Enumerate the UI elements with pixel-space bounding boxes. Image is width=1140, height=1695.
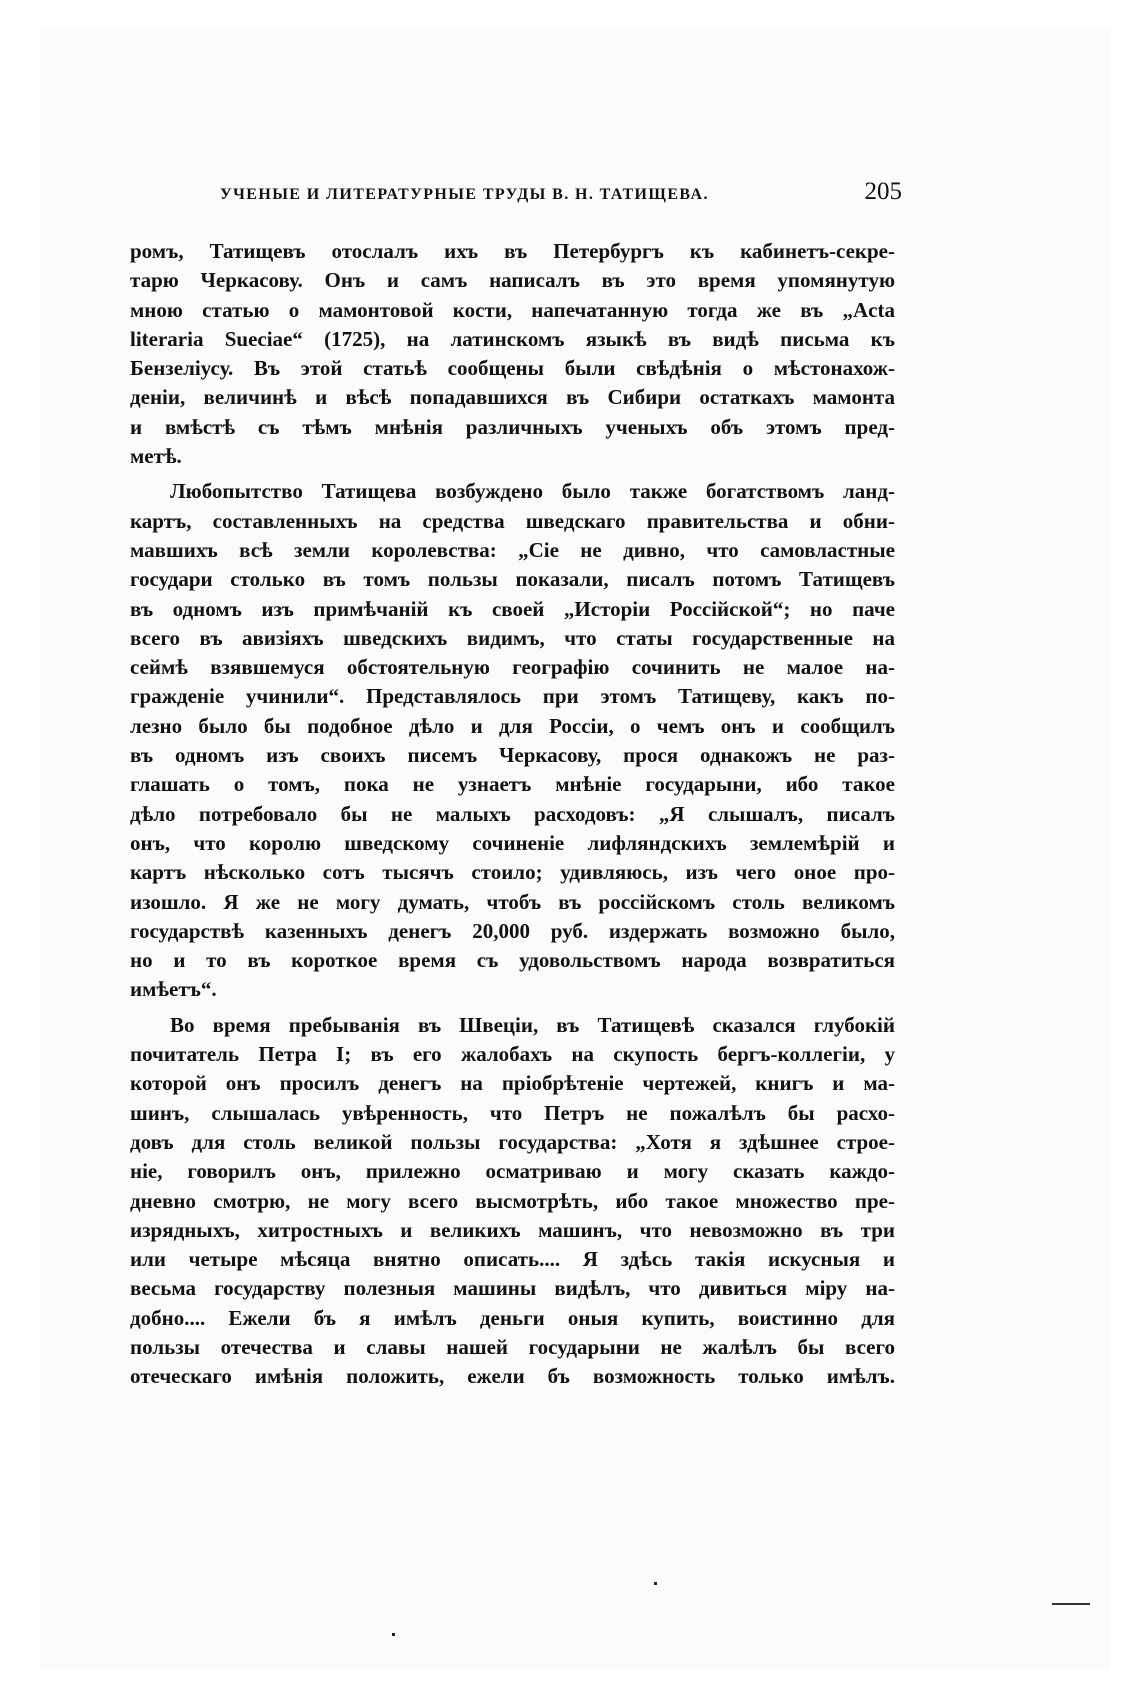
paragraph-2 xyxy=(130,477,895,1004)
text-line: или четыре мѣсяца внятно описать.... Я здѣсь такія искусныя и xyxy=(130,1247,895,1272)
text-line: тарю Черкасову. Онъ и самъ написалъ въ это время упомянутую xyxy=(130,268,895,293)
text-line: Бензеліусу. Въ этой статьѣ сообщены были свѣдѣнія о мѣстонахож- xyxy=(130,356,895,381)
text-line: дѣло потребовало бы не малыхъ расходовъ: „Я слышалъ, писалъ xyxy=(130,801,895,826)
text-line: въ одномъ изъ своихъ писемъ Черкасову, прося однакожъ не раз- xyxy=(130,743,895,768)
body-text xyxy=(130,237,895,1392)
text-line: изрядныхъ, хитростныхъ и великихъ машинъ, что невозможно въ три xyxy=(130,1217,895,1242)
print-speck xyxy=(392,1633,395,1636)
paragraph-3 xyxy=(130,1011,895,1392)
running-head xyxy=(200,178,920,212)
text-line: деніи, величинѣ и вѣсѣ попадавшихся въ Сибири остаткахъ мамонта xyxy=(130,385,895,410)
text-line: въ одномъ изъ примѣчаній къ своей „Исторіи Россійской“; но паче xyxy=(130,596,895,621)
text-line: изошло. Я же не могу думать, чтобъ въ россійскомъ столь великомъ xyxy=(130,889,895,914)
text-line: метѣ. xyxy=(130,444,182,469)
text-line: картъ нѣсколько сотъ тысячъ стоило; удивляюсь, изъ чего оное про- xyxy=(130,860,895,885)
text-line: Любопытство Татищева возбуждено было также богатствомъ ланд- xyxy=(170,479,895,504)
text-line: ромъ, Татищевъ отослалъ ихъ въ Петербургъ къ кабинетъ-секре- xyxy=(130,239,895,263)
page-number: 205 xyxy=(864,178,902,205)
text-line: онъ, что королю шведскому сочиненіе лифляндскихъ землемѣрій и xyxy=(130,830,895,855)
paragraph-1 xyxy=(130,237,895,471)
text-line: literaria Sueciae“ (1725), на латинскомъ языкѣ въ видѣ письма къ xyxy=(130,326,895,351)
text-line: мавшихъ всѣ земли королевства: „Сіе не дивно, что самовластные xyxy=(130,537,895,562)
text-line: картъ, составленныхъ на средства шведскаго правительства и обни- xyxy=(130,508,895,533)
text-line: пользы отечества и славы нашей государыни не жалѣлъ бы всего xyxy=(130,1334,895,1359)
text-line: почитатель Петра I; въ его жалобахъ на скупость бергъ-коллегіи, у xyxy=(130,1042,895,1067)
text-line: глашать о томъ, пока не узнаетъ мнѣніе государыни, ибо такое xyxy=(130,772,895,797)
text-line: мною статью о мамонтовой кости, напечатанную тогда же въ „Acta xyxy=(130,297,895,322)
text-line: но и то въ короткое время съ удовольствомъ народа возвратиться xyxy=(130,948,895,973)
text-line: отеческаго имѣнія положить, ежели бъ возможность только имѣлъ. xyxy=(130,1364,895,1389)
text-line: лезно было бы подобное дѣло и для Россіи, о чемъ онъ и сообщилъ xyxy=(130,713,895,738)
text-line: гражденіе учинили“. Представлялось при этомъ Татищеву, какъ по- xyxy=(130,684,895,709)
text-line: добно.... Ежели бъ я имѣлъ деньги оныя купить, воистинно для xyxy=(130,1305,895,1330)
running-title: УЧЕНЫЕ И ЛИТЕРАТУРНЫЕ ТРУДЫ В. Н. ТАТИЩЕВА. xyxy=(220,186,709,203)
margin-mark xyxy=(1052,1603,1090,1605)
text-line: сеймѣ взявшемуся обстоятельную географію сочинить не малое на- xyxy=(130,655,895,680)
text-line: имѣетъ“. xyxy=(130,977,217,1002)
text-line: государи столько въ томъ пользы показали, писалъ потомъ Татищевъ xyxy=(130,567,895,592)
text-line: шинъ, слышалась увѣренность, что Петръ не пожалѣлъ бы расхо- xyxy=(130,1100,895,1125)
text-line: весьма государству полезныя машины видѣлъ, что дивиться міру на- xyxy=(130,1276,895,1301)
text-line: всего въ авизіяхъ шведскихъ видимъ, что статы государственные на xyxy=(130,625,895,650)
print-speck xyxy=(654,1582,657,1585)
text-line: и вмѣстѣ съ тѣмъ мнѣнія различныхъ ученыхъ объ этомъ пред- xyxy=(130,414,895,439)
text-line: дневно смотрю, не могу всего высмотрѣть, ибо такое множество пре- xyxy=(130,1188,895,1213)
text-line: ніе, говорилъ онъ, прилежно осматриваю и могу сказать каждо- xyxy=(130,1159,895,1184)
text-line: которой онъ просилъ денегъ на пріобрѣтеніе чертежей, книгъ и ма- xyxy=(130,1071,895,1096)
text-line: государствѣ казенныхъ денегъ 20,000 руб. издержать возможно было, xyxy=(130,918,895,943)
text-line: Во время пребыванія въ Швеціи, въ Татищевѣ сказался глубокій xyxy=(170,1012,895,1037)
text-line: довъ для столь великой пользы государства: „Хотя я здѣшнее строе- xyxy=(130,1129,895,1154)
